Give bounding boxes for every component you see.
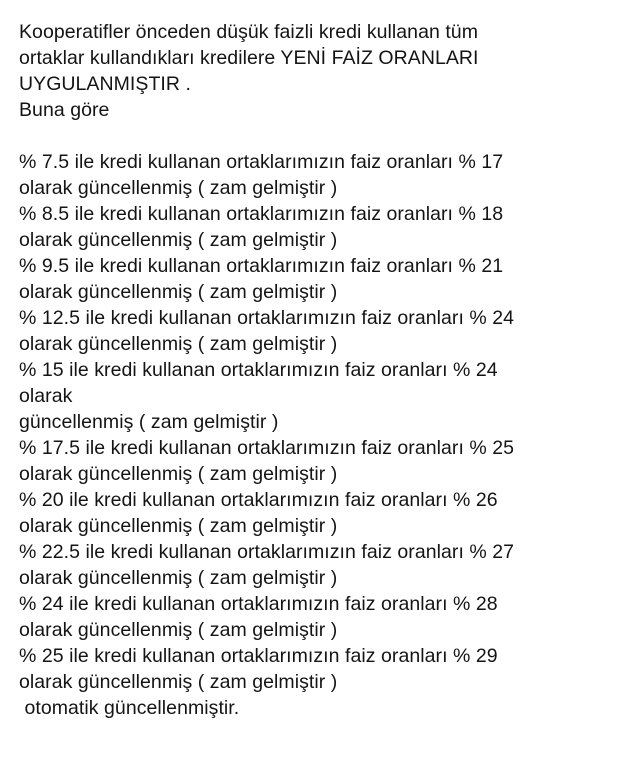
rate-line: % 8.5 ile kredi kullanan ortaklarımızın faiz oranları % 18 (19, 203, 504, 225)
intro-line: UYGULANMIŞTIR . (19, 73, 191, 95)
rate-line: olarak güncellenmiş ( zam gelmiştir ) (19, 229, 338, 251)
rate-line: % 15 ile kredi kullanan ortaklarımızın faiz oranları % 24 (19, 359, 498, 381)
rate-line: % 24 ile kredi kullanan ortaklarımızın faiz oranları % 28 (19, 593, 498, 615)
blank-line (19, 123, 629, 149)
rate-line: olarak (19, 385, 73, 407)
rate-line: % 20 ile kredi kullanan ortaklarımızın faiz oranları % 26 (19, 489, 498, 511)
rate-line: olarak güncellenmiş ( zam gelmiştir ) (19, 671, 338, 693)
rate-line: olarak güncellenmiş ( zam gelmiştir ) (19, 177, 338, 199)
intro-line: ortaklar kullandıkları kredilere YENİ FAİZ ORANLARI (19, 47, 479, 69)
intro-line: Kooperatifler önceden düşük faizli kredi kullanan tüm (19, 21, 478, 43)
note-text (19, 19, 629, 721)
rate-line: olarak güncellenmiş ( zam gelmiştir ) (19, 333, 338, 355)
rate-line: % 17.5 ile kredi kullanan ortaklarımızın faiz oranları % 25 (19, 437, 515, 459)
rate-line: olarak güncellenmiş ( zam gelmiştir ) (19, 515, 338, 537)
rate-line: % 22.5 ile kredi kullanan ortaklarımızın faiz oranları % 27 (19, 541, 515, 563)
intro-line: Buna göre (19, 99, 110, 121)
rate-line: güncellenmiş ( zam gelmiştir ) (19, 411, 279, 433)
rate-line: olarak güncellenmiş ( zam gelmiştir ) (19, 281, 338, 303)
rate-line: olarak güncellenmiş ( zam gelmiştir ) (19, 463, 338, 485)
rate-line: olarak güncellenmiş ( zam gelmiştir ) (19, 619, 338, 641)
rate-line: % 12.5 ile kredi kullanan ortaklarımızın faiz oranları % 24 (19, 307, 515, 329)
rate-line: olarak güncellenmiş ( zam gelmiştir ) (19, 567, 338, 589)
rate-line: % 9.5 ile kredi kullanan ortaklarımızın faiz oranları % 21 (19, 255, 504, 277)
rate-line: % 25 ile kredi kullanan ortaklarımızın faiz oranları % 29 (19, 645, 498, 667)
closing-line: otomatik güncellenmiştir. (19, 697, 240, 719)
rate-line: % 7.5 ile kredi kullanan ortaklarımızın faiz oranları % 17 (19, 151, 504, 173)
